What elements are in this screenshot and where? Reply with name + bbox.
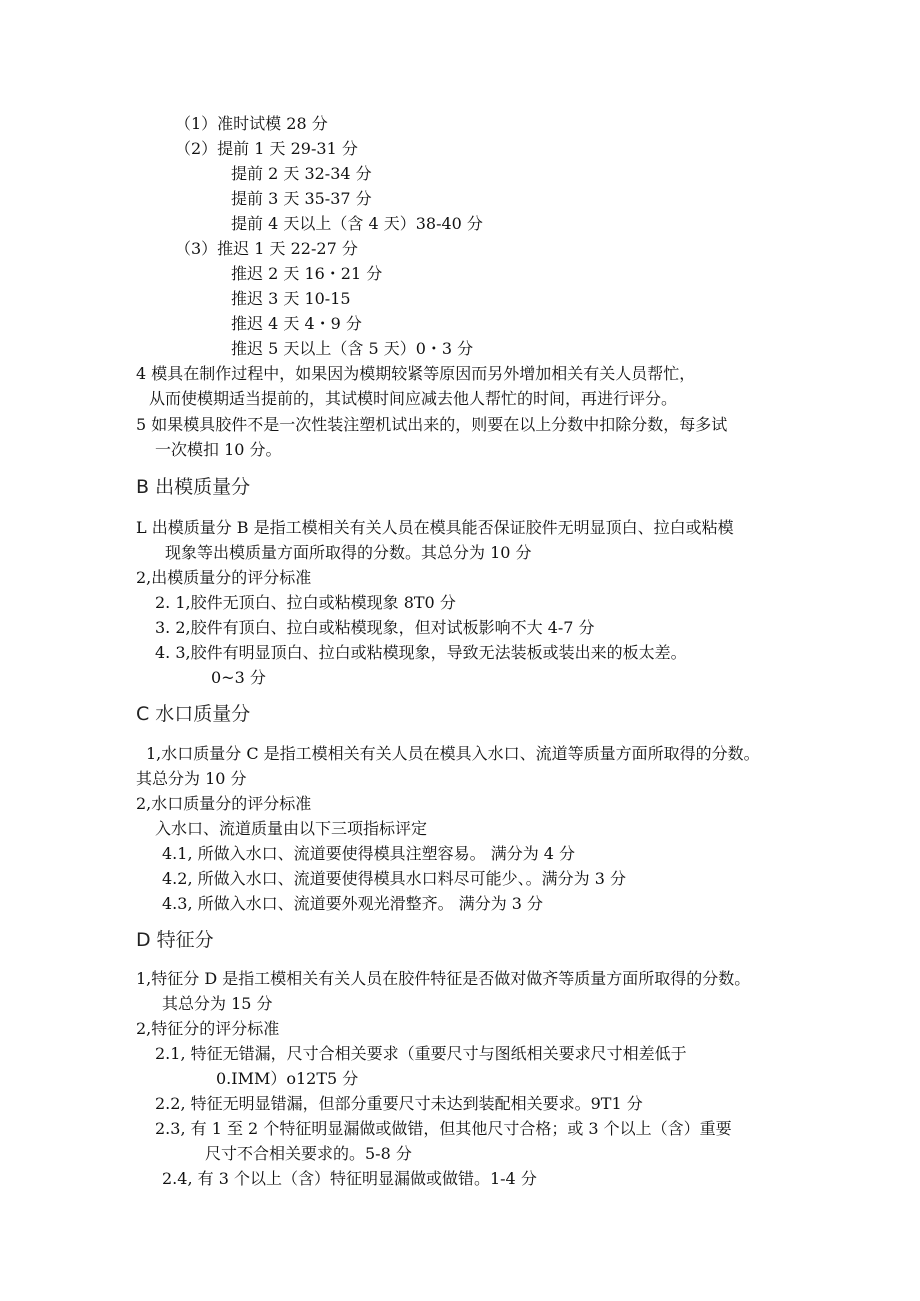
text-line: 入水口、流道质量由以下三项指标评定 [155,819,428,838]
text-line: 推迟 3 天 10-15 [231,289,351,308]
text-line: 2,水口质量分的评分标准 [136,794,312,813]
text-line: 提前 3 天 35-37 分 [231,189,372,208]
text-line: 其总分为 10 分 [136,769,247,788]
text-line: 推迟 2 天 16・21 分 [231,264,383,283]
text-line: 5 如果模具胶件不是一次性装注塑机试出来的，则要在以上分数中扣除分数，每多试 [136,415,728,434]
text-line: 其总分为 15 分 [162,994,273,1013]
text-line: 2,特征分的评分标准 [136,1019,280,1038]
text-line: 1,特征分 D 是指工模相关有关人员在胶件特征是否做对做齐等质量方面所取得的分数。 [136,969,751,988]
text-line: （3）推迟 1 天 22-27 分 [175,239,358,258]
list-item: 4.3, 所做入水口、流道要外观光滑整齐。 满分为 3 分 [162,894,544,913]
text-line: 4 模具在制作过程中，如果因为模期较紧等原因而另外增加相关有关人员帮忙， [136,364,696,383]
list-item: 4.1, 所做入水口、流道要使得模具注塑容易。 满分为 4 分 [162,844,576,863]
list-item: 2. 1,胶件无顶白、拉白或粘模现象 8T0 分 [155,593,456,612]
text-line: 1,水口质量分 C 是指工模相关有关人员在模具入水口、流道等质量方面所取得的分数。 [146,744,760,763]
section-heading-d: D 特征分 [136,929,214,951]
text-line: 从而使模期适当提前的，其试模时间应减去他人帮忙的时间，再进行评分。 [149,389,678,408]
list-item: 2.2, 特征无明显错漏，但部分重要尺寸未达到装配相关要求。9T1 分 [155,1094,643,1113]
text-line: （1）准时试模 28 分 [175,114,328,133]
text-line: （2）提前 1 天 29-31 分 [175,139,358,158]
text-line: 0~3 分 [211,668,266,687]
text-line: 一次模扣 10 分。 [155,440,282,459]
text-line: 提前 2 天 32-34 分 [231,164,372,183]
list-item: 2.4, 有 3 个以上（含）特征明显漏做或做错。1-4 分 [162,1169,537,1188]
text-line: 推迟 5 天以上（含 5 天）0・3 分 [231,339,474,358]
list-item: 3. 2,胶件有顶白、拉白或粘模现象，但对试板影响不大 4-7 分 [155,618,595,637]
list-item: 4. 3,胶件有明显顶白、拉白或粘模现象，导致无法装板或装出来的板太差。 [155,643,687,662]
section-heading-b: B 出模质量分 [136,476,251,498]
text-line: 2,出模质量分的评分标准 [136,568,312,587]
text-line: 0.IMM）o12T5 分 [216,1069,359,1088]
list-item: 2.1, 特征无错漏，尺寸合相关要求（重要尺寸与图纸相关要求尺寸相差低于 [155,1044,687,1063]
text-line: 推迟 4 天 4・9 分 [231,314,362,333]
text-line: 尺寸不合相关要求的。5-8 分 [205,1144,412,1163]
text-line: 现象等出模质量方面所取得的分数。其总分为 10 分 [165,543,532,562]
text-line: 提前 4 天以上（含 4 天）38-40 分 [231,214,483,233]
list-item: 4.2, 所做入水口、流道要使得模具水口料尽可能少、。满分为 3 分 [162,869,626,888]
section-heading-c: C 水口质量分 [136,703,251,725]
list-item: 2.3, 有 1 至 2 个特征明显漏做或做错，但其他尺寸合格；或 3 个以上（含）重要 [155,1119,732,1138]
text-line: L 出模质量分 B 是指工模相关有关人员在模具能否保证胶件无明显顶白、拉白或粘模 [136,518,734,537]
